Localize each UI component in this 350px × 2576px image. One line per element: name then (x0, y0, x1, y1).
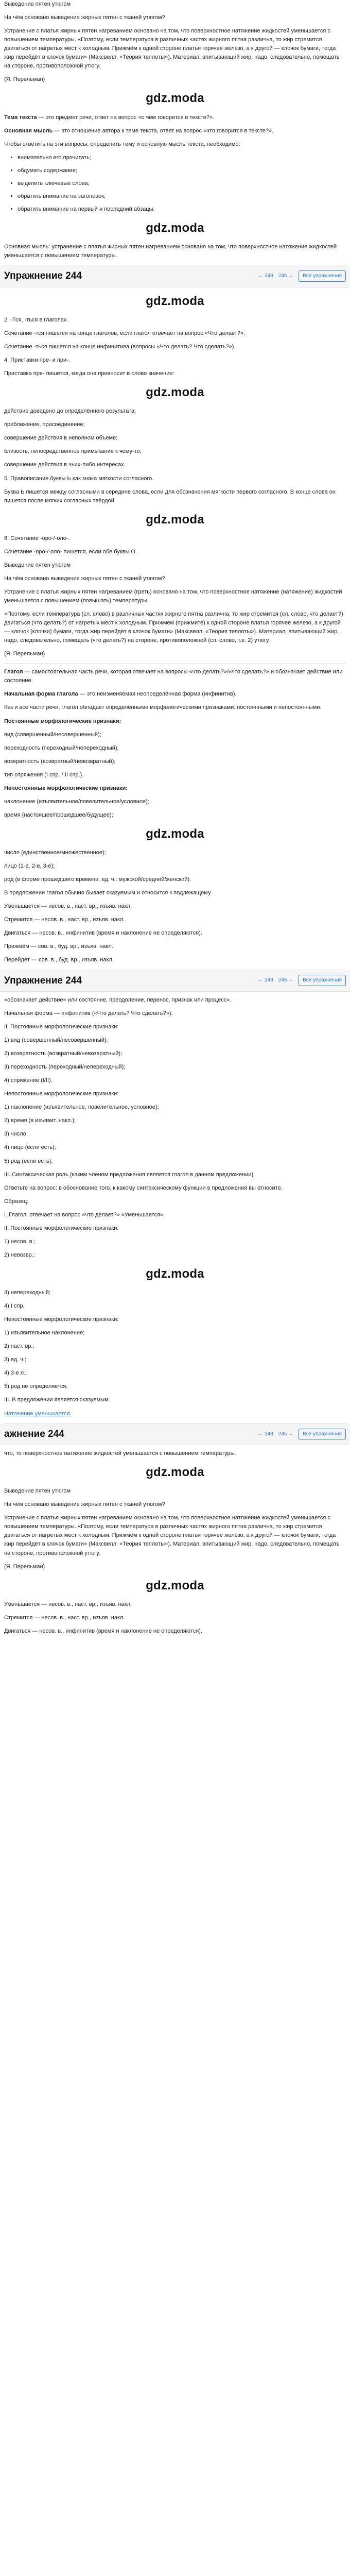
paragraph: На чём основано выведение жирных пятен с тканей утюгом? (4, 1501, 165, 1508)
paragraph: Сочетание -тся пишется на конце глаголов, если глагол отвечает на вопрос «Что делает?». (4, 330, 246, 336)
author: (Я. Перельман) (4, 651, 45, 657)
section-heading: Постоянные морфологические признаки: (4, 718, 121, 724)
paragraph: «Поэтому, если температура (сл. слово) в различных частях жирного пятна различна, то жир стремится (сл. слово, что делает?) двигаться (что делать?) от нагретых мест к холодным. Прижмём (прижмите) к одной стороне платья горячее железо, а к другой — клочок (клочки) бумаги, тогда жир перейдёт в клочок бумаги» (Максвелл. «Теория теплоты»). Материал, впитывающий жир, надо, следовательно, помещать (что делать?) на стороне, противоположной (сл. слово, т.е. 2) утюгу. (4, 611, 343, 644)
text-block-intro (4, 0, 346, 260)
list-item: возвратность (возвратный/невозвратный); (4, 758, 116, 765)
paragraph (4, 668, 346, 685)
paragraph: близость, непосредственное примыкание к чему-то; (4, 448, 142, 455)
paragraph: совершение действия в неполном объеме; (4, 435, 118, 442)
list-item: время (настоящее/прошедшее/будущее); (4, 811, 113, 818)
exercise-title: Упражнение 244 (4, 975, 82, 986)
author: (Я. Перельман) (4, 76, 45, 83)
prev-exercise-link[interactable]: ← 243 (258, 977, 273, 984)
all-exercises-button[interactable]: Все упражнения (299, 975, 346, 986)
paragraph: 2) наст. вр.; (4, 1343, 34, 1350)
highlighted-phrase: Натяжение уменьшается. (4, 1410, 72, 1417)
list-item: • обдумать содержание; (18, 166, 346, 175)
exercise-panel (4, 265, 346, 658)
steps-list (4, 154, 346, 214)
term: Глагол (4, 669, 23, 675)
paragraph: Устранение с платья жирных пятен нагреванием основано на том, что поверхностное натяжение жидкостей уменьшается с повышением температуры. «Поэтому, если температура в различных частях жирного пятна различна, то жир стремится двигаться от нагретых мест к холодным. Прижмём к одной стороне платья горячее железо, а к другой — клочок бумаги, тогда жир перейдёт в клочок бумаги» (Максвелл. «Теория теплоты»). Материал, впитывающий жир, надо, следовательно, помещать на стороне, противоположной утюгу. (4, 1515, 340, 1556)
section-heading: Непостоянные морфологические признаки: (4, 785, 128, 791)
paragraph: III. В предложении является сказуемым. (4, 1397, 110, 1403)
paragraph: 4) 3-е л.; (4, 1370, 27, 1377)
idea-definition (4, 127, 346, 135)
paragraph: Выведение пятен утюгом (4, 1488, 71, 1495)
paragraph: Стремится — несов. в., наст. вр., изъяв. накл. (4, 1614, 125, 1621)
list-item: • обратить внимание на заголовок; (18, 192, 346, 201)
paragraph: Основная мысль: устранение с платья жирных пятен нагреванием основано на том, что поверхностное натяжение жидкостей уменьшается с повышением температуры. (4, 244, 337, 259)
paragraph: Уменьшается — несов. в., наст. вр., изъяв. накл. (4, 1601, 132, 1607)
watermark: gdz.moda (146, 1465, 204, 1480)
paragraph: Образец: (4, 1198, 29, 1205)
list-item: лицо (1-е, 2-е, 3-е); (4, 863, 55, 870)
definition-text: — это предмет речи, ответ на вопрос «о чём говорится в тексте?». (37, 114, 215, 121)
all-exercises-button[interactable]: Все упражнения (299, 1429, 346, 1440)
paragraph: 5) род не определяется. (4, 1383, 68, 1390)
paragraph: III. Синтаксическая роль (каким членом предложения является глагол в данном предложении). (4, 1171, 255, 1178)
prev-exercise-link[interactable]: ← 243 (258, 273, 273, 279)
paragraph: Устранение с платья жирных пятен нагреванием (греть) основано на том, что поверхностное натяжение (натяжение) жидкостей уменьшается с повышением (повышать) температуры. (4, 589, 342, 604)
paragraph: II. Постоянные морфологические признаки: (4, 1024, 119, 1030)
definition-text: — это неизменяемая неопределённая форма (инфинитив). (78, 691, 237, 698)
exercise-panel (4, 1423, 346, 1649)
paragraph: 3) непереходный; (4, 1290, 50, 1296)
list-item: род (в форме прошедшего времени, ед. ч.: мужской/средний/женский). (4, 876, 191, 883)
paragraph: Начальная форма — инфинитив («Что делать? Что сделать?»). (4, 1010, 173, 1016)
paragraph: Выведение пятен утюгом (4, 562, 71, 568)
watermark: gdz.moda (146, 1266, 204, 1281)
term: Тема текста (4, 114, 37, 121)
paragraph: Ответьте на вопрос: в обоснование того, к какому синтаксическому функции в предложения вы относите. (4, 1184, 283, 1191)
paragraph: 1) несов. в.; (4, 1238, 36, 1245)
list-item: • внимательно его прочитать; (18, 154, 346, 162)
paragraph: Сочетание -оро-/-оло- пишется, если обе буквы О. (4, 548, 137, 555)
paragraph: 1) изъявительное наклонение; (4, 1330, 85, 1336)
paragraph: 4. Приставки пре- и при-. (4, 357, 70, 363)
list-item: тип спряжения (I спр. / II спр.). (4, 771, 84, 778)
definition-text: — самостоятельная часть речи, которая отвечает на вопросы «что делать?»/«что сделать?» и обозначает действие или состояние. (4, 669, 343, 684)
paragraph: 3) переходность (переходный/непереходный); (4, 1064, 126, 1071)
paragraph: 2) возвратность (возвратный/невозвратный); (4, 1050, 122, 1057)
paragraph: 1) вид (совершенный/несовершенный); (4, 1037, 108, 1044)
watermark: gdz.moda (146, 385, 204, 400)
all-exercises-button[interactable]: Все упражнения (299, 270, 346, 282)
paragraph: 2) время (в изъявит. накл.); (4, 1117, 76, 1124)
list-item: вид (совершенный/несовершенный); (4, 731, 101, 738)
paragraph: Двигаться — несов. в., инфинитив (время и наклонение не определяются). (4, 1628, 202, 1634)
paragraph: Сочетание -ться пишется на конце инфинитива (вопросы «Что делать? Что сделать?»). (4, 343, 236, 350)
list-item: число (единственное/множественное); (4, 850, 106, 856)
paragraph: Непостоянные морфологические признаки: (4, 1091, 119, 1097)
term: Основная мысль (4, 127, 53, 134)
exercise-header (0, 1423, 350, 1445)
exercise-title: ажнение 244 (4, 1428, 64, 1439)
exercise-title: Упражнение 244 (4, 270, 82, 282)
paragraph: Как и все части речи, глагол обладает определёнными морфологическими признаками: постоянными и непостоянными. (4, 704, 322, 711)
paragraph: 5. Правописание буквы Ь как знака мягкости согласного. (4, 475, 154, 482)
paragraph: 3) число; (4, 1131, 28, 1138)
author: (Я. Перельман) (4, 1563, 45, 1570)
paragraph: Чтобы ответить на эти вопросы, определить тему и основную мысль текста, необходимо: (4, 141, 240, 147)
watermark: gdz.moda (146, 512, 204, 527)
paragraph: совершение действия в чьих-либо интересах. (4, 462, 126, 468)
term: Начальная форма глагола (4, 691, 78, 698)
list-item: • обратить внимание на первый и последний абзацы. (18, 205, 346, 214)
next-exercise-link[interactable]: 245 → (278, 273, 294, 279)
paragraph: приближение, присоединение; (4, 421, 85, 428)
example-line: Стремится — несов. в., наст. вр., изъяв. накл. (4, 917, 125, 923)
example-line: Перейдёт — сов. в., буд. вр., изъяв. накл. (4, 957, 114, 963)
exercise-panel (4, 970, 346, 1418)
paragraph: 2) невозвр.; (4, 1251, 35, 1258)
list-item: переходность (переходный/непереходный); (4, 744, 119, 751)
exercise-nav (258, 270, 346, 282)
question: На чём основано выведение жирных пятен с тканей утюгом? (4, 14, 165, 21)
example-line: Двигаться — несов. в., инфинитив (время и наклонение не определяются). (4, 930, 202, 937)
paragraph: «обозначает действие» или состояние, преодоление, перенос, признак или процесс». (4, 996, 232, 1003)
watermark: gdz.moda (146, 221, 204, 235)
example-line: Прижмём — сов. в., буд. вр., изъяв. накл. (4, 943, 113, 950)
paragraph: 1) наклонение (изъявительное, повелительное, условное); (4, 1104, 159, 1111)
list-item: наклонение (изъявительное/повелительное/условное); (4, 798, 149, 805)
paragraph: действие доведено до определённого результата; (4, 408, 136, 415)
text-title: Выведение пятен утюгом (4, 1, 71, 7)
theme-definition (4, 113, 346, 122)
watermark: gdz.moda (146, 826, 204, 841)
paragraph: В предложении глагол обычно бывает сказуемым и относится к подлежащему. (4, 890, 212, 896)
paragraph: 3) ед. ч.; (4, 1357, 27, 1363)
grammar-block (4, 663, 346, 964)
watermark: gdz.moda (146, 294, 204, 308)
prev-exercise-link[interactable]: ← 243 (258, 1431, 273, 1437)
example-line: Уменьшается — несов. в., наст. вр., изъяв. накл. (4, 903, 132, 910)
list-item: • выделить ключевые слова; (18, 179, 346, 188)
paragraph (4, 690, 346, 699)
exercise-nav (258, 975, 346, 986)
paragraph: 2. -Тся, -ться в глаголах. (4, 316, 68, 323)
next-exercise-link[interactable]: 245 → (278, 977, 294, 984)
paragraph: Приставка пре- пишется, когда она привносит в слово значение: (4, 370, 174, 377)
paragraph: 6. Сочетание -оро-/-оло-. (4, 535, 70, 541)
watermark: gdz.moda (146, 1578, 204, 1592)
watermark: gdz.moda (146, 91, 204, 106)
paragraph: На чём основано выведение жирных пятен с тканей утюгом? (4, 575, 165, 582)
paragraph: Буква Ь пишется между согласными в середине слова, если для обозначения мягкости первого согласного. В конце слова он пишется после мягких согласных твёрдой. (4, 488, 336, 504)
paragraph: I. Глагол, отвечает на вопрос «что делает?» «Уменьшается». (4, 1211, 165, 1218)
next-exercise-link[interactable]: 245 → (278, 1431, 294, 1437)
paragraph: 5) род (если есть). (4, 1158, 53, 1164)
paragraph: что, то поверхностное натяжение жидкостей уменьшается с повышением температуры. (4, 1450, 236, 1456)
paragraph: Устранение с платья жирных пятен нагреванием основано на том, что поверхностное натяжение жидкостей уменьшается с повышением температуры. «Поэтому, если температура в различных частях жирного пятна различна, то жир стремится двигаться от нагретых мест к холодным. Прижмём к одной стороне платья горячее железо, а к другой — клочок бумаги, тогда жир перейдёт в клочок бумаги» (Максвелл. «Теория теплоты»). Материал, впитывающий жир, надо, следовательно, помещать на стороне, противоположной утюгу. (4, 28, 340, 70)
paragraph: II. Постоянные морфологические признаки: (4, 1225, 119, 1231)
paragraph: 4) лицо (если есть); (4, 1144, 56, 1151)
exercise-header (0, 970, 350, 992)
paragraph: Непостоянные морфологические признаки: (4, 1316, 119, 1323)
exercise-header (0, 265, 350, 287)
definition-text: — это отношение автора к теме текста, ответ на вопрос «что говорится в тексте?». (52, 127, 274, 134)
paragraph: 4) спряжение (I/II). (4, 1077, 52, 1084)
paragraph: 4) I спр. (4, 1303, 25, 1310)
exercise-nav (258, 1429, 346, 1440)
